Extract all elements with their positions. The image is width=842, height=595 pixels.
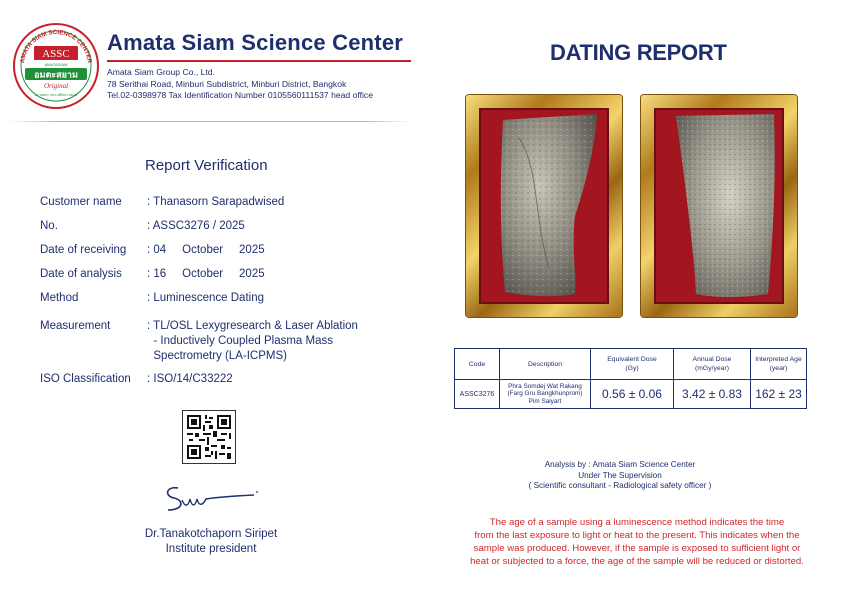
company-details xyxy=(107,67,373,102)
note-line-2: from the last exposure to light or heat to the present. This indicates when the xyxy=(474,530,800,541)
company-contact: Tel.02-0398978 Tax Identification Number 0105560111537 head office xyxy=(107,90,373,100)
analysis-line-2: Under The Supervision xyxy=(578,470,662,480)
description-line-2: (Farg Gru Bangkhunprom) xyxy=(507,390,583,398)
field-label: Date of receiving xyxy=(40,244,127,256)
cell-code: ASSC3276 xyxy=(455,380,500,409)
table-row xyxy=(455,380,807,409)
cell-annual-dose: 3.42 ± 0.83 xyxy=(674,380,751,409)
company-address: 78 Serithai Road, Minburi Subdistrict, Minburi District, Bangkok xyxy=(107,78,347,89)
field-value: : ISO/14/C33222 xyxy=(147,373,233,385)
red-mat xyxy=(654,108,784,304)
field-value: : Thanasorn Sarapadwised xyxy=(147,196,285,208)
description-line-3: Pim Saiyart xyxy=(528,397,562,405)
cell-interpreted-age: 162 ± 23 xyxy=(751,380,807,409)
results-table xyxy=(454,348,807,409)
disclaimer-note xyxy=(452,516,822,568)
red-mat xyxy=(479,108,609,304)
field-label: Date of analysis xyxy=(40,268,122,280)
field-label: ISO Classification xyxy=(40,373,131,385)
note-line-3: sample was produced. However, if the sample is exposed to sufficient light or xyxy=(473,543,801,554)
signer-block xyxy=(141,527,281,557)
col-interpreted-age-unit: (year) xyxy=(769,365,788,372)
col-code: Code xyxy=(455,349,500,380)
header-divider xyxy=(8,121,413,122)
cell-equivalent-dose: 0.56 ± 0.06 xyxy=(591,380,674,409)
field-value: : 04 October 2025 xyxy=(147,244,265,256)
logo-script-text: Original xyxy=(43,82,69,90)
verification-title: Report Verification xyxy=(145,157,268,174)
note-line-4: heat or subjected to a force, the age of the sample will be reduced or distorted. xyxy=(470,556,804,567)
col-equivalent-dose-label: Equivalent Dose xyxy=(607,356,657,363)
col-equivalent-dose-unit: (Gy) xyxy=(625,365,639,372)
field-value: : ASSC3276 / 2025 xyxy=(147,220,245,232)
col-description: Description xyxy=(500,349,591,380)
field-value: : Luminescence Dating xyxy=(147,292,264,304)
col-annual-dose-unit: (mGy/year) xyxy=(695,365,729,372)
field-value xyxy=(147,319,358,364)
report-title: DATING REPORT xyxy=(550,40,727,65)
measurement-line-1: : TL/OSL Lexygresearch & Laser Ablation xyxy=(147,320,358,332)
cell-description xyxy=(500,380,591,409)
field-label: Measurement xyxy=(40,320,111,332)
signer-position: Institute president xyxy=(165,543,257,555)
logo-ring-text: AMATA SIAM SCIENCE CENTER xyxy=(19,28,93,64)
sample-photo-back xyxy=(641,95,797,317)
signer-name: Dr.Tanakotchaporn Siripet xyxy=(144,528,278,540)
measurement-line-3: Spectrometry (LA-ICPMS) xyxy=(147,350,287,362)
title-underline xyxy=(107,60,411,62)
company-group: Amata Siam Group Co., Ltd. xyxy=(107,67,215,77)
company-name: Amata Siam Science Center xyxy=(107,30,404,55)
qr-code[interactable] xyxy=(182,410,236,464)
description-line-1: Phra Somdej Wat Rakang xyxy=(508,382,582,390)
field-value: : 16 October 2025 xyxy=(147,268,265,280)
table-header-row xyxy=(455,349,807,380)
logo-thai-band: อมตะสยาม xyxy=(34,69,78,80)
analysis-line-1: Analysis by : Amata Siam Science Center xyxy=(544,460,696,469)
col-annual-dose-label: Annual Dose xyxy=(692,356,732,363)
logo-small-text: AMATASIAM xyxy=(44,62,68,67)
president-signature xyxy=(158,480,262,516)
note-line-1: The age of a sample using a luminescence method indicates the time xyxy=(489,517,785,528)
sample-photo-front xyxy=(466,95,622,317)
analysis-block xyxy=(500,460,740,492)
company-logo xyxy=(12,22,100,110)
logo-abbreviation: ASSC xyxy=(42,48,70,60)
col-equivalent-dose xyxy=(591,349,674,380)
field-label: No. xyxy=(40,220,58,232)
measurement-line-2: - Inductively Coupled Plasma Mass xyxy=(147,335,333,347)
col-interpreted-age xyxy=(751,349,807,380)
analysis-line-3: ( Scientific consultant - Radiological safety officer ) xyxy=(528,481,712,490)
col-interpreted-age-label: Interpreted Age xyxy=(755,356,802,363)
field-label: Customer name xyxy=(40,196,122,208)
field-label: Method xyxy=(40,292,79,304)
col-annual-dose xyxy=(674,349,751,380)
logo-bottom-text: ตรวจพระ พระแท้/พระปลอม xyxy=(34,93,78,97)
